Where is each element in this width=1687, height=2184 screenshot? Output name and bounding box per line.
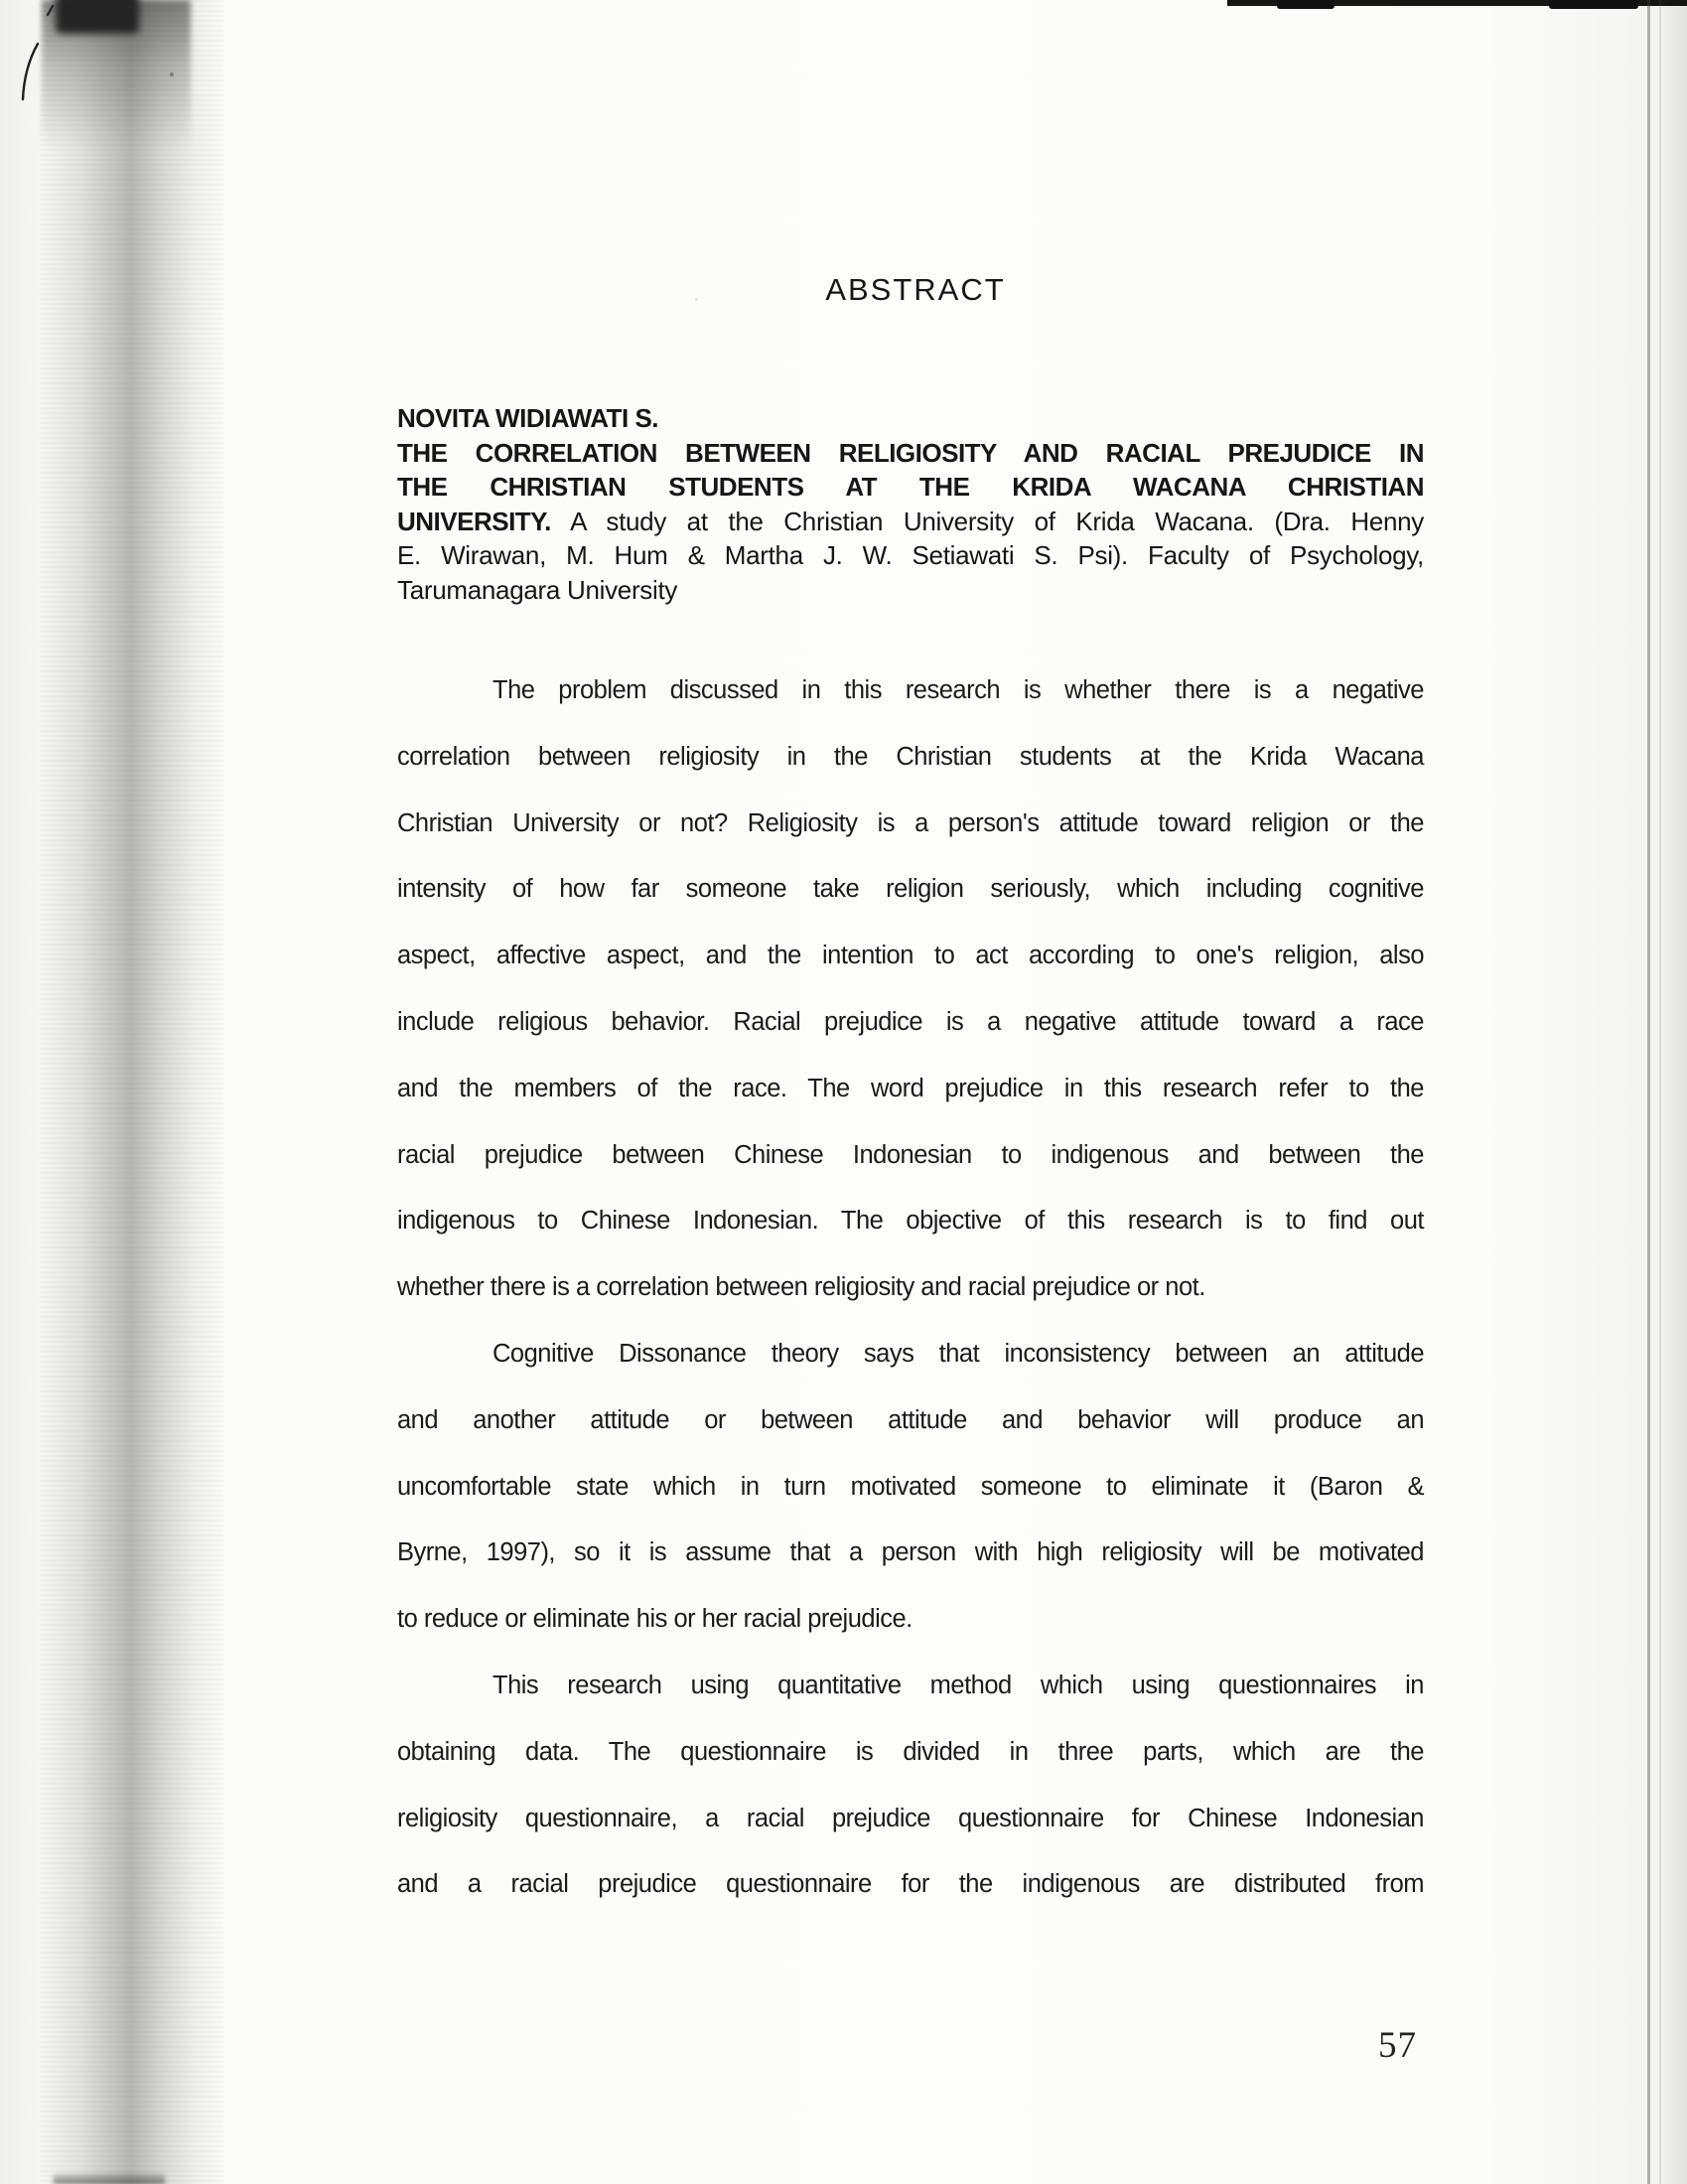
page-edge-shade <box>1663 0 1687 2184</box>
page-title: ABSTRACT <box>825 272 1006 307</box>
text-line: indigenous to Chinese Indonesian. The objective of this research is to find out <box>397 1207 1424 1236</box>
text-line: and a racial prejudice questionnaire for the indigenous are distributed from <box>397 1870 1424 1899</box>
text-line: include religious behavior. Racial prejudice is a negative attitude toward a race <box>397 1007 1424 1036</box>
text-line: This research using quantitative method which using questionnaires in <box>492 1671 1424 1699</box>
text-line: Christian University or not? Religiosity is a person's attitude toward religion or the <box>397 808 1424 837</box>
ink-tick-mark <box>46 4 56 16</box>
author-citation-block <box>397 401 1424 608</box>
thesis-title-end: UNIVERSITY. <box>397 506 551 536</box>
study-subtitle: A study at the Christian University of Krida Wacana. (Dra. Henny <box>570 506 1424 536</box>
author-name: NOVITA WIDIAWATI S. <box>397 403 659 433</box>
thesis-title-line: THE CHRISTIAN STUDENTS AT THE KRIDA WACANA CHRISTIAN <box>397 472 1424 503</box>
text-line: whether there is a correlation between religiosity and racial prejudice or not. <box>397 1273 1205 1302</box>
text-line: correlation between religiosity in the Christian students at the Krida Wacana <box>397 742 1424 771</box>
text-line: obtaining data. The questionnaire is divided in three parts, which are the <box>397 1737 1424 1766</box>
advisors-line: E. Wirawan, M. Hum & Martha J. W. Setiawati S. Psi). Faculty of Psychology, <box>397 540 1424 571</box>
text-line: and the members of the race. The word prejudice in this research refer to the <box>397 1074 1424 1102</box>
text-line: The problem discussed in this research is whether there is a negative <box>492 676 1424 704</box>
text-line: uncomfortable state which in turn motivated someone to eliminate it (Baron & <box>397 1472 1424 1501</box>
text-line: Cognitive Dissonance theory says that inconsistency between an attitude <box>492 1339 1424 1368</box>
text-line: racial prejudice between Chinese Indonesian to indigenous and between the <box>397 1140 1424 1169</box>
text-line: to reduce or eliminate his or her racial prejudice. <box>397 1605 913 1634</box>
thesis-title-line <box>397 505 1424 539</box>
scanner-shadow-band <box>40 0 223 2184</box>
text-line: Byrne, 1997), so it is assume that a person with high religiosity will be motivated <box>397 1538 1424 1567</box>
page-edge-line-faint <box>1659 0 1661 2184</box>
university-line: Tarumanagara University <box>397 574 678 605</box>
text-line: religiosity questionnaire, a racial prejudice questionnaire for Chinese Indonesian <box>397 1804 1424 1832</box>
dust-speck <box>170 73 174 76</box>
scan-top-edge-nub <box>1277 0 1335 9</box>
scan-top-edge-nub <box>1549 0 1638 9</box>
scanner-bottom-smudge <box>54 2173 165 2184</box>
text-line: intensity of how far someone take religion seriously, which including cognitive <box>397 875 1424 904</box>
scanner-dark-blob <box>56 0 139 34</box>
abstract-body <box>397 657 1424 1918</box>
text-line: aspect, affective aspect, and the intention to act according to one's religion, also <box>397 942 1424 970</box>
page-edge-line <box>1647 0 1650 2184</box>
thesis-title-line: THE CORRELATION BETWEEN RELIGIOSITY AND RACIAL PREJUDICE IN <box>397 437 1424 468</box>
pen-scratch-mark <box>16 42 46 108</box>
text-line: and another attitude or between attitude and behavior will produce an <box>397 1405 1424 1434</box>
page-number: 57 <box>1378 2025 1417 2066</box>
